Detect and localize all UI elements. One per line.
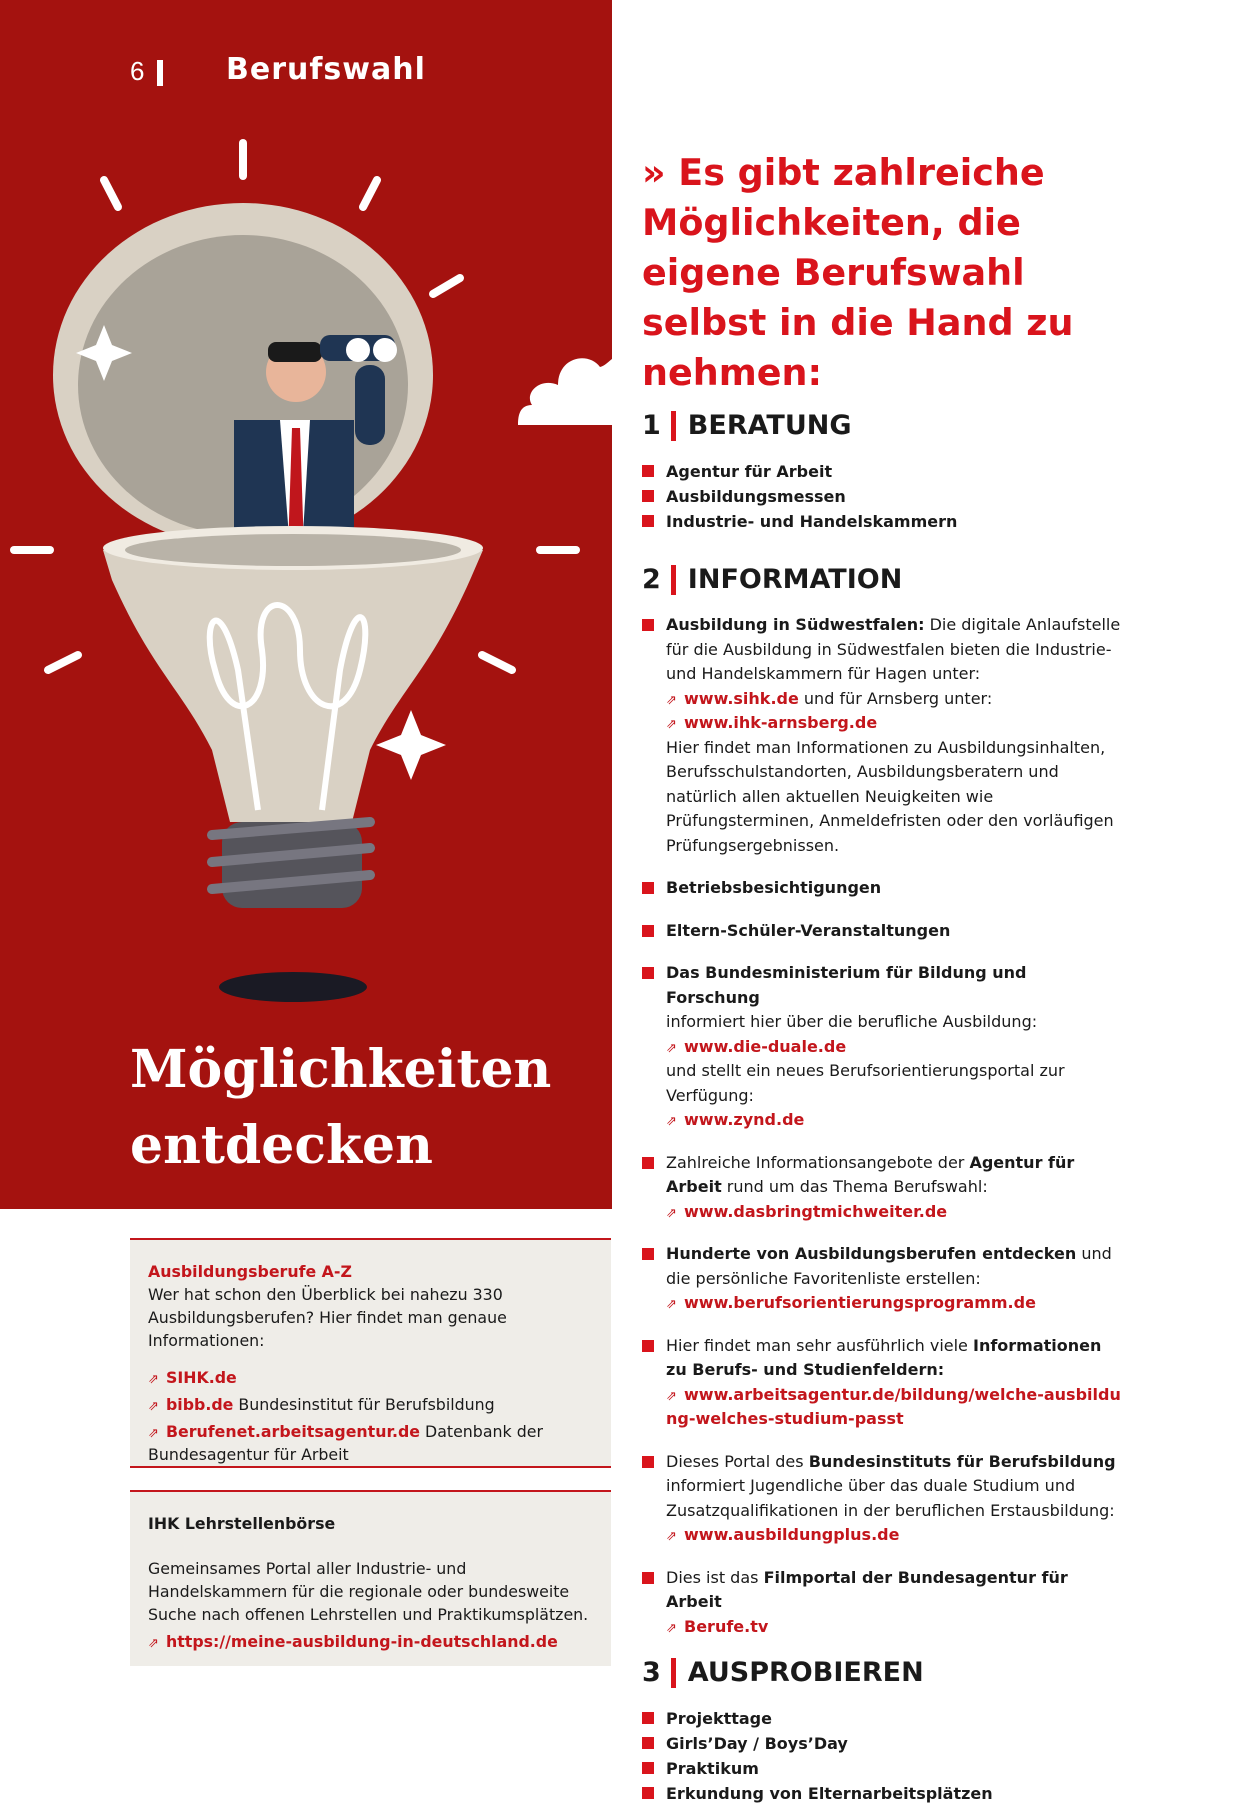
list-item: [642, 1151, 1122, 1225]
external-link-icon: ⇗: [666, 692, 677, 708]
section-1-heading: [642, 410, 1122, 441]
heading-line-2: entdecken: [130, 1115, 433, 1176]
external-link-icon: ⇗: [148, 1372, 159, 1387]
item-bold: Ausbildung in Südwestfalen:: [666, 615, 925, 634]
box-text: Gemeinsames Portal aller Industrie- und Handelskammern für die regionale oder bundesweite Suche nach offenen Lehrstellen und Praktikumsplätzen.: [148, 1559, 589, 1624]
external-link-icon: ⇗: [666, 1205, 677, 1221]
item-text: Zahlreiche Informationsangebote der: [666, 1152, 970, 1172]
item-text: Die digitale Anlaufstelle für die Ausbildung in Südwestfalen bieten die Industrie- und Handelskammern für Hagen unter:: [666, 615, 1121, 683]
list-item: [642, 613, 1122, 858]
item-text: und die persönliche Favoritenliste erstellen:: [666, 1244, 1112, 1288]
section-2-heading: [642, 564, 1122, 595]
list-item: [642, 1242, 1122, 1316]
pull-quote: » Es gibt zahlreiche Möglichkeiten, die eigene Berufswahl selbst in die Hand zu nehmen:: [642, 151, 1074, 394]
external-link-icon: ⇗: [148, 1426, 159, 1441]
list-item: Betriebsbesichtigungen: [642, 876, 1122, 901]
page-number-divider: [157, 60, 163, 86]
cloud: [518, 345, 642, 425]
item-text: Hier findet man sehr ausführlich viele: [666, 1335, 973, 1355]
external-link-icon: ⇗: [666, 1114, 677, 1129]
section-bar: [671, 565, 676, 595]
link-sihk[interactable]: SIHK.de: [166, 1368, 237, 1387]
link-ihk-arnsberg[interactable]: www.ihk-arnsberg.de: [684, 713, 878, 732]
section-number: 1: [642, 410, 661, 441]
box-heading: Ausbildungsberufe A-Z: [148, 1262, 352, 1281]
external-link-icon: ⇗: [666, 717, 677, 732]
external-link-icon: ⇗: [148, 1636, 159, 1651]
box-text: Wer hat schon den Überblick bei nahezu 330 Ausbildungsberufen? Hier findet man genaue Informationen:: [148, 1285, 507, 1350]
link-row: [148, 1393, 593, 1416]
item-text: Dies ist das: [666, 1567, 764, 1587]
list-item: Erkundung von Elternarbeitsplätzen: [642, 1781, 1122, 1806]
info-box-lehrstellenboerse: [130, 1490, 611, 1666]
section-number: 3: [642, 1657, 661, 1688]
link-row: [148, 1420, 593, 1466]
beratung-list: [642, 459, 1122, 534]
lightbulb-illustration: [0, 110, 612, 1030]
external-link-icon: ⇗: [666, 1529, 677, 1544]
item-bold: Informationen zu Berufs- und Studienfeldern:: [666, 1335, 1102, 1379]
item-bold: Agentur für Arbeit: [666, 1152, 1075, 1196]
item-bold: Hunderte von Ausbildungsberufen entdecken: [666, 1244, 1077, 1263]
section-bar: [671, 411, 676, 441]
link-dasbringtmichweiter[interactable]: www.dasbringtmichweiter.de: [684, 1201, 948, 1221]
box-heading: IHK Lehrstellenbörse: [148, 1514, 336, 1533]
section-title: BERATUNG: [687, 410, 852, 441]
link-row: [148, 1630, 593, 1653]
ausprobieren-list: [642, 1706, 1122, 1806]
external-link-icon: ⇗: [666, 1040, 677, 1056]
link-ausbildungplus[interactable]: www.ausbildungplus.de: [684, 1525, 900, 1544]
list-item: [642, 1334, 1122, 1432]
list-item: [642, 961, 1122, 1133]
section-title: INFORMATION: [687, 564, 903, 595]
list-item: Projekttage: [642, 1706, 1122, 1731]
external-link-icon: ⇗: [148, 1399, 159, 1414]
list-item: Industrie- und Handelskammern: [642, 509, 1122, 534]
external-link-icon: ⇗: [666, 1297, 677, 1312]
list-item: Eltern-Schüler-Veranstaltungen: [642, 919, 1122, 944]
item-text: informiert hier über die berufliche Ausbildung:: [666, 1012, 1038, 1031]
section-3-heading: [642, 1657, 1122, 1688]
external-link-icon: ⇗: [666, 1620, 677, 1636]
list-item: Ausbildungsmessen: [642, 484, 1122, 509]
page-heading: [130, 1032, 551, 1184]
section-bar: [671, 1658, 676, 1688]
information-list: [642, 613, 1122, 1639]
section-title: Berufswahl: [226, 52, 426, 87]
list-item: Praktikum: [642, 1756, 1122, 1781]
list-item: [642, 1450, 1122, 1548]
list-item: Girls’Day / Boys’Day: [642, 1731, 1122, 1756]
link-row: [148, 1366, 593, 1389]
link-zynd[interactable]: www.zynd.de: [684, 1110, 805, 1129]
right-column: [642, 148, 1122, 1806]
link-arbeitsagentur[interactable]: www.arbeitsagentur.de/bildung/welche-ausbildung-welches-studium-passt: [666, 1384, 1121, 1428]
item-bold: Filmportal der Bundesagentur für Arbeit: [666, 1567, 1068, 1611]
link-die-duale[interactable]: www.die-duale.de: [684, 1036, 847, 1056]
link-desc: Datenbank der Bundesagentur für Arbeit: [148, 1422, 543, 1464]
link-sihk[interactable]: www.sihk.de: [684, 688, 799, 708]
item-text: und stellt ein neues Berufsorientierungsportal zur Verfügung:: [666, 1061, 1065, 1105]
section-title: AUSPROBIEREN: [687, 1657, 924, 1688]
list-item: Agentur für Arbeit: [642, 459, 1122, 484]
item-text: Hier findet man Informationen zu Ausbildungsinhalten, Berufsschulstandorten, Ausbildungsberatern und natürlich allen aktuellen Neuigkeiten wie Prüfungsterminen, Anmeldefristen oder den vorläufigen Prüfungsergebnissen.: [666, 737, 1114, 855]
link-desc: Bundesinstitut für Berufsbildung: [233, 1395, 495, 1414]
item-text: rund um das Thema Berufswahl:: [721, 1177, 988, 1196]
item-bold: Das Bundesministerium für Bildung und Forschung: [666, 963, 1027, 1007]
section-number: 2: [642, 564, 661, 595]
page-number: 6: [130, 56, 145, 86]
info-box-ausbildungsberufe: [130, 1238, 611, 1468]
link-berufe-tv[interactable]: Berufe.tv: [684, 1616, 769, 1636]
item-text: und für Arnsberg unter:: [798, 688, 993, 708]
heading-line-1: Möglichkeiten: [130, 1039, 552, 1100]
item-text: Dieses Portal des: [666, 1451, 809, 1471]
list-item: [642, 1566, 1122, 1640]
link-berufenet[interactable]: Berufenet.arbeitsagentur.de: [166, 1422, 421, 1441]
link-bibb[interactable]: bibb.de: [166, 1395, 234, 1414]
external-link-icon: ⇗: [666, 1388, 677, 1404]
item-bold: Bundesinstituts für Berufsbildung: [808, 1451, 1116, 1471]
link-berufsorientierungsprogramm[interactable]: www.berufsorientierungsprogramm.de: [684, 1293, 1036, 1312]
item-text: informiert Jugendliche über das duale Studium und Zusatzqualifikationen in der beruflichen Erstausbildung:: [666, 1476, 1115, 1520]
link-meine-ausbildung[interactable]: https://meine-ausbildung-in-deutschland.de: [166, 1632, 558, 1651]
